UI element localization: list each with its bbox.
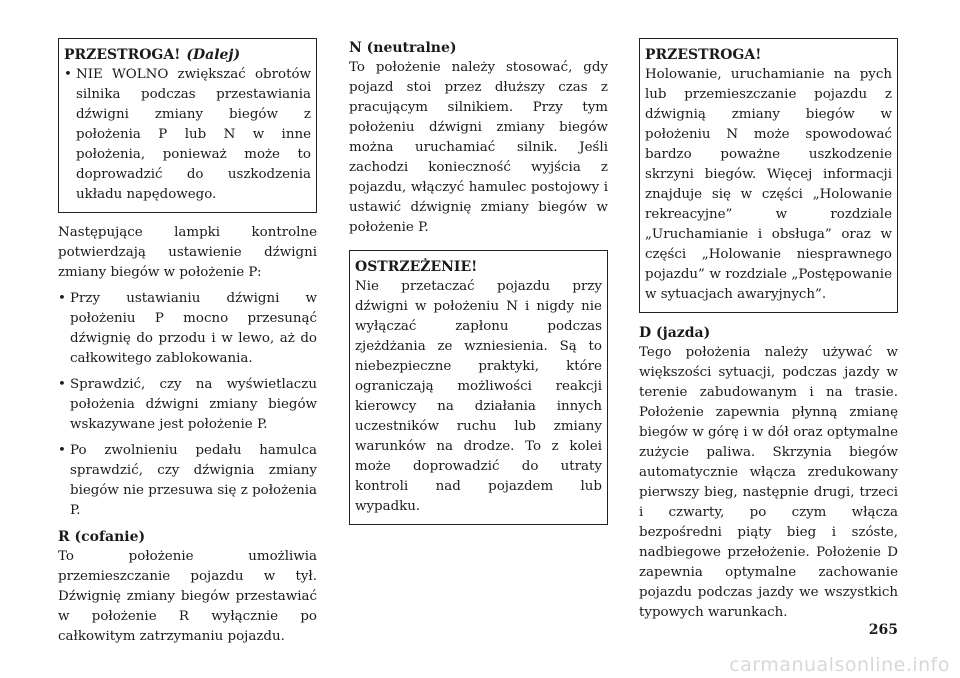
watermark: carmanualsonline.info — [729, 654, 950, 676]
caution-box-continued — [58, 38, 317, 213]
warning-title: OSTRZEŻENIE! — [355, 259, 478, 275]
park-checklist — [58, 289, 317, 521]
caution-title: PRZESTROGA! (Dalej) — [64, 47, 241, 63]
continued-label: (Dalej) — [186, 47, 241, 63]
warning-box — [349, 250, 608, 525]
caution-item: • NIE WOLNO zwiększać obrotów silnika podczas przestawiania dźwigni zmiany biegów z położenia P lub N w inne położenia, ponieważ może to doprowadzić do uszkodzenia układu napędowego. — [64, 65, 311, 205]
caution-title: PRZESTROGA! — [645, 47, 762, 63]
section-heading-drive: D (jazda) — [639, 325, 711, 341]
caution-box — [639, 38, 898, 313]
column-right — [639, 38, 898, 623]
page-number: 265 — [868, 622, 898, 638]
list-item: • Po zwolnieniu pedału hamulca sprawdzić, czy dźwignia zmiany biegów nie przesuwa się z położenia P. — [58, 441, 317, 521]
warning-text: Nie przetaczać pojazdu przy dźwigni w położeniu N i nigdy nie wyłączać zapłonu podczas zjeżdżania ze wzniesienia. Są to niebezpieczne praktyki, które ograniczają możliwości reakcji kierowcy na działania innych uczestników ruchu lub zmiany warunków na drodze. To z kolei może doprowadzić do utraty kontroli nad pojazdem lub wypadku. — [355, 279, 602, 514]
column-left — [58, 38, 317, 647]
intro-paragraph: Następujące lampki kontrolne potwierdzają ustawienie dźwigni zmiany biegów w położenie P: — [58, 225, 317, 280]
list-item: • Przy ustawianiu dźwigni w położeniu P mocno przesunąć dźwignię do przodu i w lewo, aż do całkowitego zablokowania. — [58, 289, 317, 369]
section-heading-reverse: R (cofanie) — [58, 529, 146, 545]
section-heading-neutral: N (neutralne) — [349, 40, 457, 56]
list-item: • Sprawdzić, czy na wyświetlaczu położenia dźwigni zmiany biegów wskazywane jest położenie P. — [58, 375, 317, 435]
drive-paragraph: Tego położenia należy używać w większości sytuacji, podczas jazdy w terenie zabudowanym i na trasie. Położenie zapewnia płynną zmianę biegów w górę i w dół oraz optymalne zużycie paliwa. Skrzynia biegów automatycznie włącza zredukowany pierwszy bieg, następnie drugi, trzeci i czwarty, po czym włącza bezpośredni piąty bieg i szóste, nadbiegowe przełożenie. Położenie D zapewnia optymalne zachowanie pojazdu podczas jazdy we wszystkich typowych warunkach. — [639, 345, 898, 620]
reverse-paragraph: To położenie umożliwia przemieszczanie pojazdu w tył. Dźwignię zmiany biegów przestawiać w położenie R wyłącznie po całkowitym zatrzymaniu pojazdu. — [58, 549, 317, 644]
caution-text: Holowanie, uruchamianie na pych lub przemieszczanie pojazdu z dźwignią zmiany biegów w położeniu N może spowodować bardzo poważne uszkodzenie skrzyni biegów. Więcej informacji znajduje się w części „Holowanie rekreacyjne” w rozdziale „Uruchamianie i obsługa” oraz w części „Holowanie niesprawnego pojazdu” w rozdziale „Postępowanie w sytuacjach awaryjnych”. — [645, 67, 892, 302]
column-middle — [349, 38, 608, 525]
neutral-paragraph: To położenie należy stosować, gdy pojazd stoi przez dłuższy czas z pracującym silnikiem. Przy tym położeniu dźwigni zmiany biegów można uruchamiać silnik. Jeśli zachodzi konieczność wyjścia z pojazdu, włączyć hamulec postojowy i ustawić dźwignię zmiany biegów w położenie P. — [349, 60, 608, 235]
